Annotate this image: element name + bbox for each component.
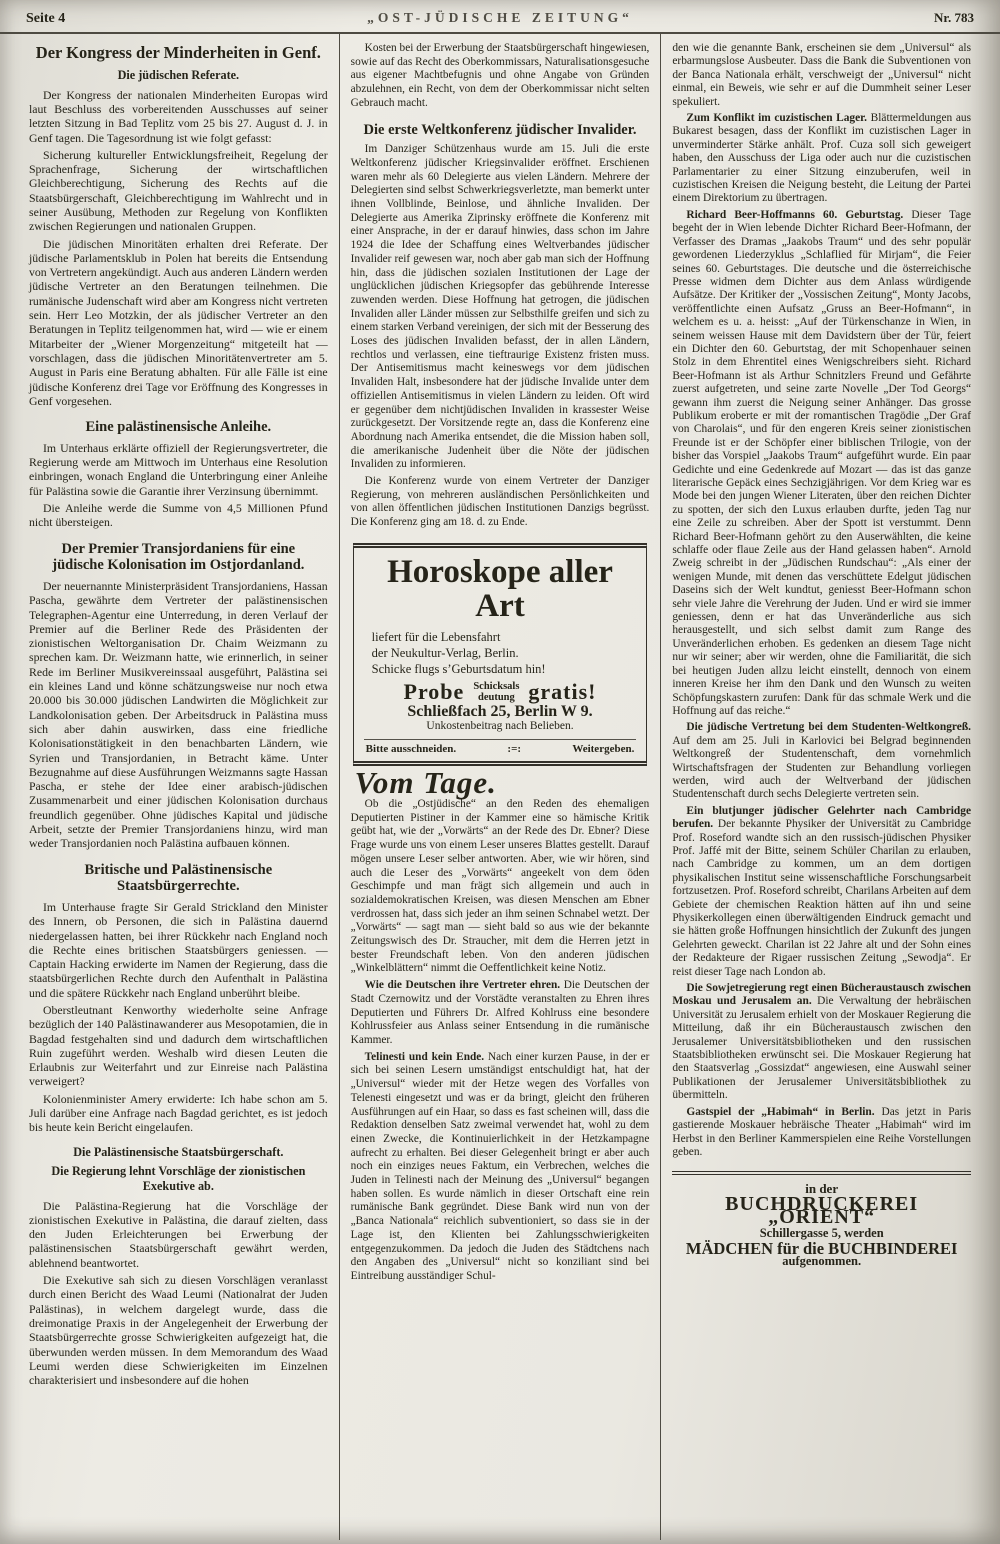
ad-line: Schillergasse 5, werden	[759, 1225, 884, 1240]
article-paragraph: Die Palästina-Regierung hat die Vorschläge der zionistischen Exekutive in Palästina, die darauf zielten, dass den Juden Erleichterungen bei Erwerbung der palästinensischen Staatsbürgerschaft gewährt werden, ablehnend beantwortet.	[29, 1198, 328, 1270]
ad-address: Schließfach 25, Berlin W 9.	[407, 703, 593, 721]
ad-title: Horoskope aller Art	[387, 553, 613, 624]
ad-cut-sep: :=:	[507, 742, 522, 755]
news-item-text: Die Verwaltung der hebräischen Universität zu Jerusalem erhielt von der Moskauer Regierung die Mitteilung, daß ihr ein Bücheraustausch zwischen den Jerusalemer Universitätsbibliotheken und den russischen Staatsbibliotheken erwünscht sei. Die Moskauer Regierung hat den Staatsverlag „Gossizdat“ angewiesen, eine Auswahl seiner Publikationen der Jerusalemer Universitätsbibliothek zu übermitteln.	[672, 995, 972, 1102]
ad-line: aufgenommen.	[782, 1254, 862, 1269]
ad-line: in der	[805, 1181, 839, 1197]
article-paragraph: Die jüdischen Minoritäten erhalten drei Referate. Der jüdische Parlamentsklub in Polen hat bereits die Entsendung von Vertretern angekündigt. Auch aus anderen Ländern werden jüdische Vertreter an den Beratungen teilnehmen. Die rumänische Judenschaft wird aber am Kongress nicht vertreten sein. Herr Leo Motzkin, der als jüdischer Vertreter an den Beratungen in Teplitz teilgenommen hat, wird — wie er einem Mitarbeiter der „Wiener Morgenzeitung“ mitgeteilt hat — vorschlagen, dass die jüdischen Minoritätenvertreter am 5. August in Paris eine Beratung abhalten. Für alle Fälle ist eine jüdische Konferenz drei Tage vor Eröffnung des Kongresses in Genf vorgesehen.	[29, 236, 328, 408]
news-item-lead: Die Sowjetregierung regt einen Bücheraustausch zwischen Moskau und Jerusalem an.	[672, 982, 972, 1008]
news-item-lead: Die jüdische Vertretung bei dem Studenten-Weltkongreß.	[686, 721, 972, 734]
ad-probe-mid2: deutung	[477, 692, 515, 704]
article-headline: Britische und Palästinensische Staatsbürgerrechte.	[84, 861, 273, 895]
news-item-lead: Gastspiel der „Habimah“ in Berlin.	[686, 1105, 875, 1118]
ad-line: der Neukultur-Verlag, Berlin.	[371, 646, 519, 661]
news-item	[672, 1106, 971, 1160]
article-paragraph: Der neuernannte Ministerpräsident Transjordaniens, Hassan Pascha, gewährte dem Vertreter der palästinensischen Telegraphen-Agentur eine Unterredung, in deren Verlauf der Premier auf die Berliner Rede des Präsidenten der zionistischen Weltorganisation Dr. Chaim Weizmann zu sprechen kam. Dr. Weizmann hatte, wie erinnerlich, in seiner Rede im Berliner Musikvereinssaal ausgeführt, Palästina sei ein kleines Land und könne schätzungsweise nur noch etwa 20.000 bis 30.000 jüdischen Landwirten die Möglichkeit zur Landkolonisation geben. Der Arbeitsdruck in Palästina muss sich aber dahin auswirken, dass eine friedliche Kolonisationstätigkeit in den benachbarten Ländern, wie Syrien und Transjordanien, in Betracht käme. Unter Bezugnahme auf diese Ausführungen Weizmanns sagte Hassan Pascha, er stehe der Idee einer arabisch-jüdischen Zusammenarbeit und einer jüdischen Kolonisation durchaus freundlich gegenüber. Ohne jüdisches Kapital und jüdische Arbeit, setzte der Premier Transjordaniens hinzu, wird man weder Transjordanien noch Palästina aufbauen können.	[29, 578, 328, 851]
article-paragraph: Die Anleihe werde die Summe von 4,5 Millionen Pfund nicht übersteigen.	[29, 501, 328, 530]
article-paragraph: Die Konferenz wurde von einem Vertreter der Danziger Regierung, von mehreren ausländischen Persönlichkeiten und von allen öffentlichen jüdischen Institutionen Danzigs begrüsst. Die Konferenz ging am 18. d. zu Ende.	[350, 475, 650, 529]
column-layout	[0, 34, 1000, 1540]
buchdruckerei-ad	[672, 1171, 971, 1268]
article-paragraph: Kolonienminister Amery erwiderte: Ich habe schon am 5. Juli darüber eine Anfrage nach Bagdad gerichtet, es ist jedoch bis heute kein Bericht eingelaufen.	[29, 1091, 328, 1135]
article-paragraph: Im Danziger Schützenhaus wurde am 15. Juli die erste Weltkonferenz jüdischer Kriegsinvalider eröffnet. Erschienen waren mehr als 60 Delegierte aus vielen Ländern. Mehrere der Delegierten sind selbst Schwerkriegsverletzte, man bemerkt unter ihnen Vollblinde, Beinlose, und ähnliche Invaliden. Der Delegierte aus Amerika Ziprinsky eröffnete die Konferenz mit einer Ansprache, in der er darauf hinwies, dass schon im Jahre 1924 die Idee der Schaffung eines Weltverbandes jüdischer Invalider reif gewesen war, noch aber gab man sich der Hoffnung hin, dass die jüdischen sozialen Institutionen der Lage der unglücklichen jüdischen Kriegsopfer das gebührende Interesse zuwenden werden. Diese Hoffnung hat getrogen, die jüdischen Invaliden aller Länder müssen zur Selbsthilfe greifen und sich zu einem starken Verband vereinigen, der sich mit der Besserung des Loses des jüdischen Invaliden befasst, der in allen Ländern, rechtlos und verlassen, eine tieftraurige Existenz fristen muss. Der Antisemitismus macht keineswegs vor dem jüdischen Invaliden Halt, insbesondere hat der jüdische Invalide unter dem offiziellen Antisemitismus in vielen Ländern zu leiden. Oft wird er gegenüber dem nichtjüdischen Invaliden in krassester Weise zurückgesetzt. Der Vorsitzende regte an, dass die Konferenz eine Abordnung nach Amerika entsendet, die die Mission haben soll, die amerikanische Judenheit über die Nöte der jüdischen Invaliden zu informieren.	[350, 143, 650, 471]
article-paragraph-continuation: Kosten bei der Erwerbung der Staatsbürgerschaft hingewiesen, sowie auf das Recht des Oberkommissars, Naturalisationsgesuche aus eigener Machtbefugnis und ohne Angabe von Gründen abzulehnen, ein Recht, von dem der Oberkommissar nicht selten Gebrauch macht.	[350, 42, 650, 109]
news-item-text: Die Deutschen der Stadt Czernowitz und der Vorstädte veranstalten zu Ehren ihres Deputierten und Führers Dr. Alfred Kohlruss eine besondere Kohlrussfeier aus Anlass seiner Entsendung in die rumänische Kammer.	[350, 979, 650, 1046]
news-item-lead: Zum Konflikt im cuzistischen Lager.	[686, 112, 868, 125]
news-item-lead: Ein blutjunger jüdischer Gelehrter nach Cambridge berufen.	[672, 804, 972, 831]
news-item-text: Das jetzt in Paris gastierende Moskauer hebräische Theater „Habimah“ wird im Herbst in den Berliner Kammerspielen eine Reihe Vorstellungen geben.	[672, 1105, 972, 1158]
news-item-lead: Wie die Deutschen ihre Vertreter ehren.	[364, 979, 561, 992]
article-headline: Der Kongress der Minderheiten in Genf.	[35, 43, 321, 62]
news-item-text: Dieser Tage begeht der in Wien lebende Dichter Richard Beer-Hofmann, der Verfasser des Dramas „Jaakobs Traum“ und des sehr populär gewordenen Liederzyklus „Schlaflied für Mirjam“, die Feier seines 60. Geburtstages. Die deutsche und die österreichische Presse widmen dem Dichter aus dem Anlass würdigende Aufsätze. Der Kritiker der „Vossischen Zeitung“, Monty Jacobs, veröffentlichte einen Aufsatz „Gruss an Beer-Hofmann“, in welchem es u. a. heisst: „Auf der Türkenschanze in Wien, in seinem weissen Hause mit dem Davidstern über der Tür, feiert ein Dichter den 60. Geburtstag, der mit Schopenhauer seinen Stolz in dem Ehrentitel eines Wenigschreibers sieht. Richard Beer-Hofmann ist als Arthur Schnitzlers Freund und Gefährte zuerst aufgetreten, und seine zarte Novelle „Der Tod Georgs“ gewann ihm zuerst die Neigung seiner Anhänger. Das grosse Publikum eroberte er mit der romantischen Tragödie „Der Graf von Charolais“, und für den engeren Kreis seiner zionistischen Freunde ist er der Schöpfer einer biblischen Trilogie, von der bisher das Vorspiel „Jaakobs Traum“ aufgeführt wurde. Ein paar Gedichte und eine Gedenkrede auf Mozart — das ist das ganze literarische Gepäck eines Sechzigjährigen. Vor dem Krieg war es Mode bei den jungen Wiener Literaten, über den reichen Dichter zu spotten, der sich den Luxus erlauben durfte, jeden Tag nur eine Zeile zu schreiben. Aber der Spott ist verstummt. Denn Richard Beer-Hofmann gehört zu den Auserwählten, die keine schlaffe oder flaue Zeile aus der Hand gelassen haben“. Arnold Zweig schreibt in der „Jüdischen Rundschau“: „Als einer der wenigen Munde, mit denen das verschüttete Edelgut jüdischen Daseins sich der Welt kundtut, geniesst Beer-Hofmann schon sehr viele Jahre die Verehrung der Juden. Und er wird sie immer geniessen, denn er hat das Unveränderliche aus sich herausgestellt, und sich selbst damit zum Range des Unveränderlichen erhoben. Es gedenken an diesem Tage nicht nur wir seiner; aber wir werden, ohne die Familiarität, die sich bei heutigen Juden allzu leicht einstellt, dennoch von einem inneren Kreise her ihm den Dank und den Wunsch zu weiten Schöpfungskastern zurufen: Dank für das schmale Werk und die Hoffnung auf das reiche.“	[672, 208, 972, 717]
ad-line: MÄDCHEN für die BUCHBINDEREI	[685, 1238, 958, 1258]
issue-number: Nr. 783	[934, 10, 974, 25]
page-number-label: Seite 4	[26, 11, 66, 26]
column-1	[18, 34, 339, 1540]
ad-probe-word: Probe	[403, 679, 465, 705]
article-paragraph: Sicherung kultureller Entwicklungsfreiheit, Regelung der Sprachenfrage, Sicherung der wirtschaftlichen Gleichberechtigung, Sicherung des Rechts auf die Staatsbürgerschaft, Gleichberechtigung im Wahlrecht und in seiner Ausübung, Methoden zur Regelung von Konflikten zwischen Regierungen und nationalen Gruppen.	[29, 147, 328, 234]
column-3	[660, 34, 982, 1540]
ad-cutline	[364, 739, 637, 757]
ad-cut-right: Weitergeben.	[572, 742, 635, 755]
news-item	[672, 721, 971, 801]
news-item: Ob die „Ostjüdische“ an den Reden des ehemaligen Deputierten Pistiner in der Kammer eine so hämische Kritik geübt hat, wie der „Vorwärts“ an der Rede des Dr. Ebner? Diese Frage wurde uns von einem Leser unseres Blattes gestellt. Darauf mögen unsere Leser selber antworten. Aber, wie wir hören, sind auch die Leser des „Vorwärts“ angeekelt von dem öden Geschimpfe und man frägt sich allgemein und auch in sozialdemokratischen Kreisen, was diesen Menschen am Ebner verdrossen hat, dass sich jeder an ihm seinen Schnabel wetzt. Der „Vorwärts“ — sagt man — sieht bald so aus wie der bekannte Zeitungswisch des Dr. Straucher, mit dem die Herren jetzt in bester Freundschaft leben. Von den anderen jüdischen „Winkelblättern“ nimmt die Oeffentlichkeit keine Notiz.	[350, 798, 650, 975]
article-headline: Die erste Weltkonferenz jüdischer Invalider.	[363, 121, 637, 138]
article-headline: Der Premier Transjordaniens für eine jüdische Kolonisation im Ostjordanland.	[52, 540, 305, 574]
ad-probe-mid1: Schicksals	[473, 681, 520, 693]
news-item-text: Der bekannte Physiker der Universität zu Cambridge Prof. Roseford wandte sich an den russisch-jüdischen Physiker Prof. Jaffé mit der Bitte, seinem Schüler Charilan zu erlauben, nach Cambridge zu kommen, um an dem dortigen physikalischen Institut seine wissenschaftliche Forschungsarbeit fortzusetzen. Prof. Roseford schreibt, Charilans Arbeiten auf dem Gebiete der chemischen Reaktion hätten auf ihn und seine Physikerkollegen einen überwältigenden Eindruck gemacht und sie hätten große Hoffnungen hinsichtlich der Zukunft des jungen Gelehrten geweckt. Charilan ist 22 Jahre alt und der Sohn eines der Redakteure der Rigaer russischen Zeitung „Sewodja“. Er reist dieser Tage nach London ab.	[672, 818, 972, 978]
news-item	[351, 979, 650, 1048]
ad-probe-line	[364, 681, 637, 703]
news-item	[672, 805, 971, 979]
ad-note: Unkostenbeitrag nach Belieben.	[426, 719, 574, 732]
news-item	[672, 112, 971, 206]
article-paragraph: Im Unterhaus erklärte offiziell der Regierungsvertreter, die Regierung werde am Mittwoch im Unterhaus eine Resolution einbringen, wonach England die Unterbringung einer Anleihe für Palästina sowie die Garantie ihrer Verzinsung übernimmt.	[29, 440, 328, 498]
news-item-text: Nach einer kurzen Pause, in der er sich bei seinen Lesern umständigst entschuldigt hat, hat der „Universul“ wieder mit der Hetze wegen des Vorfalles von Telenesti eingesetzt und was er da bringt, gleicht den früheren Ausführungen auf ein Haar, so dass es fast scheinen will, dass die Redaktion denselben Satz zweimal verwendet hat, wohl zu dem einen Zwecke, die Kontinuierlichkeit in der Hetzkampagne aufrecht zu erhalten. Bei dieser Gelegenheit bringt er aber auch noch ein einziges neues Faktum, ein Verbrechen, welches die Juden in Telinesti nach der Meinung des „Universul“ begangen haben sollen. Es wurde nämlich in dieser Ortschaft eine rein rumänische Bank gegründet. Diese Bank wird nun von der „Banca Nationala“ reichlich subventioniert, so dass sie in der Lage ist, den Klienten bei Zahlungsschwierigkeiten entgegenzukommen. Da jedoch die Juden des Städtchens nach den Angaben des „Universul“ nicht so konziliant sind bei Eintreibung ausständiger Schul-	[350, 1050, 650, 1282]
article-paragraph: Im Unterhause fragte Sir Gerald Strickland den Minister des Innern, ob Personen, die sich in Palästina dauernd niedergelassen hatten, bei ihrer Rückkehr nach England noch die Rechte eines britischen Staatsbürgers geniessen. — Captain Hacking erwiderte im Namen der Regierung, dass die staatsbürgerlichen Rechte durch den Aufenthalt in Palästina und die spätere Rückkehr nach England unberührt bleibe.	[29, 899, 328, 1000]
masthead	[0, 0, 1000, 34]
ad-cut-left: Bitte ausschneiden.	[365, 742, 457, 755]
news-item	[672, 982, 971, 1103]
news-item-text: Auf dem am 25. Juli in Karlovici bei Belgrad beginnenden Weltkongreß der Studentenschaft, dem vornehmlich Wirtschaftsfragen der Studenten zur Behandlung vorliegen werden, wird auch der Weltverband der jüdischen Studentenschaft durch sechs Delegierte vertreten sein.	[672, 734, 972, 801]
article-headline: Eine palästinensische Anleihe.	[85, 419, 272, 436]
article-paragraph: Oberstleutnant Kenworthy wiederholte seine Anfrage bezüglich der 140 Palästinawanderer aus Mesopotamien, die in Bagdad festgehalten sind und dadurch dem wirtschaftlichen Ruin zugeführt werden. Weshalb wird diesen Leuten die Erlaubnis zur Weiterfahrt und zur Einreise nach Palästina verweigert?	[29, 1003, 328, 1089]
ad-line: BUCHDRUCKEREI „ORIENT“	[725, 1192, 919, 1229]
news-item-lead: Richard Beer-Hoffmanns 60. Geburtstag.	[686, 208, 904, 221]
article-paragraph-continuation: den wie die genannte Bank, erscheinen sie dem „Universul“ als erbarmungslose Ausbeuter. Dass die Bank die Subventionen von der Banca Nationala erhält, verschweigt der „Universul“ nicht einmal, ein Beweis, wie sehr er auf die Dummheit seiner Leser spekuliert.	[672, 42, 972, 108]
news-item	[351, 1051, 650, 1284]
article-paragraph: Die Exekutive sah sich zu diesen Vorschlägen veranlasst durch einen Bericht des Waad Leumi (Nationalrat der Juden Palästinas), in welchem dargelegt wurde, dass die dreimonatige Praxis in der Angelegenheit der Erwerbung der Staatsbürgerrechte grosse Schwierigkeiten aufgezeigt hat, die überwunden werden müssen. In dem Memorandum des Waad Leumi werden diese Schwierigkeiten im Einzelnen charakterisiert und insbesondere auf die hohen	[29, 1273, 328, 1388]
ad-gratis-word: gratis!	[528, 679, 597, 705]
ad-probe-stack	[473, 681, 519, 703]
horoskope-ad	[353, 543, 648, 766]
article-subhead: Die Regierung lehnt Vorschläge der zionistischen Exekutive ab.	[51, 1164, 306, 1193]
newspaper-title: „OST-JÜDISCHE ZEITUNG“	[367, 10, 633, 25]
article-headline: Die Palästinensische Staatsbürgerschaft.	[73, 1144, 284, 1159]
ad-line: liefert für die Lebensfahrt	[371, 630, 501, 645]
ad-line: Schicke flugs s’Geburtsdatum hin!	[371, 662, 546, 677]
column-2	[339, 34, 661, 1540]
news-item-text: Blättermeldungen aus Bukarest besagen, dass der Konflikt im cuzistischen Lager in unverminderter Stärke anhält. Prof. Cuza soll sich geweigert haben, den Ausschuss der Liga oder auch nur die cuzistischen Parlamentarier zu einer Sitzung einzuberufen, weil in cuzistischen Kreisen die Neigung besteht, die Leitung der Partei einem Direktorium zu übertragen.	[672, 112, 972, 205]
section-title-vom-tage: Vom Tage.	[354, 765, 497, 801]
article-paragraph: Der Kongress der nationalen Minderheiten Europas wird laut Beschluss des vorbereitenden Ausschusses auf seiner letzten Sitzung in Bad Teplitz vom 25 bis 27. August d. J. in Genf tagen. Die Tagesordnung ist wie folgt gefasst:	[29, 87, 328, 145]
news-item-lead: Telinesti und kein Ende.	[364, 1050, 485, 1063]
article-subhead: Die jüdischen Referate.	[117, 67, 240, 82]
news-item	[672, 209, 971, 718]
